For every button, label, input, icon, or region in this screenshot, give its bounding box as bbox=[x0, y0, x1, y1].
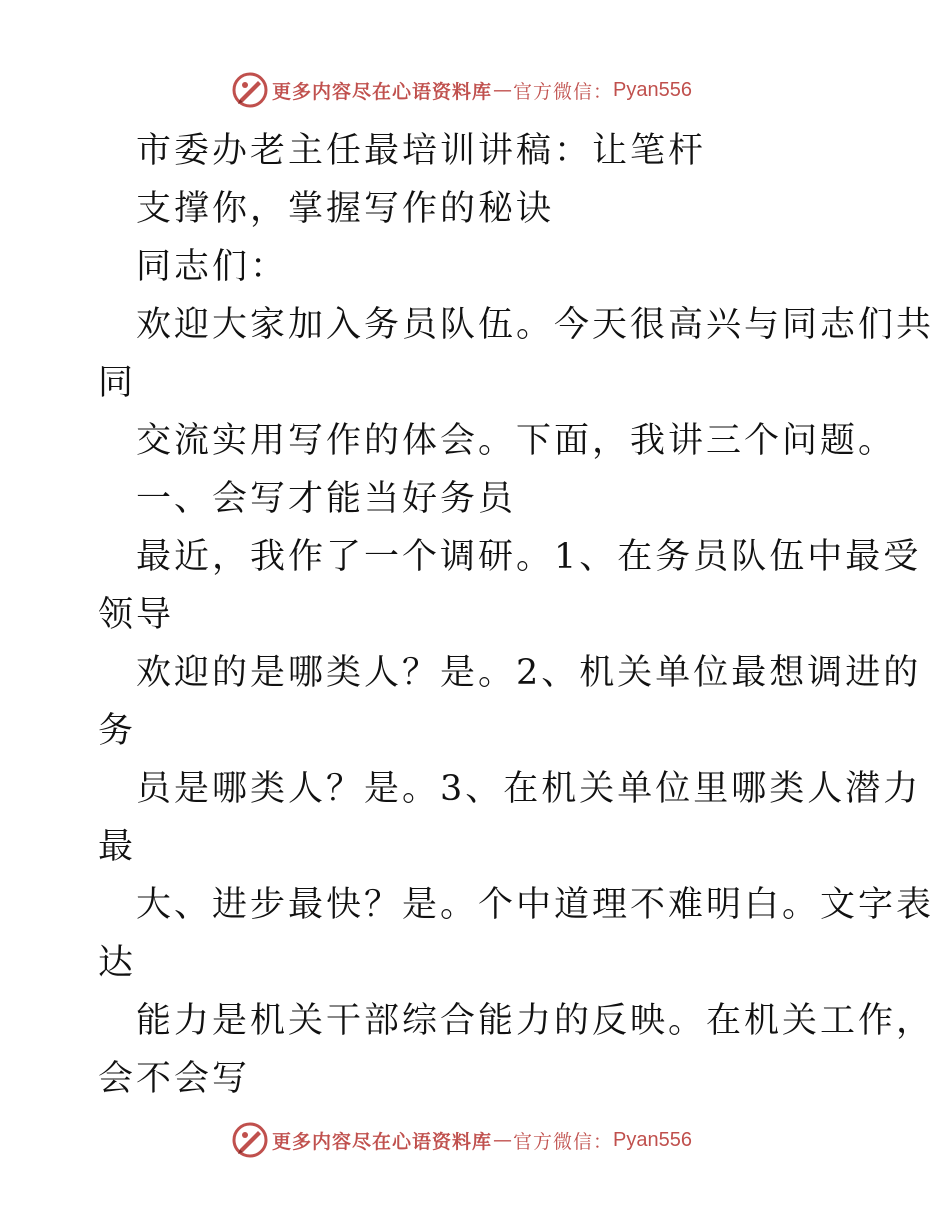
text-line: 能力是机关干部综合能力的反映。在机关工作， bbox=[136, 1001, 935, 1041]
text-line: 最 bbox=[98, 827, 137, 867]
text-line: 支撑你，掌握写作的秘诀 bbox=[136, 189, 555, 229]
watermark-dash: — bbox=[493, 1129, 513, 1151]
watermark-label: 官方微信： bbox=[513, 1130, 614, 1153]
pen-logo-icon bbox=[232, 72, 268, 108]
text-line: 达 bbox=[98, 943, 137, 983]
pen-logo-icon bbox=[232, 1122, 268, 1158]
watermark-brand-text: 更多内容尽在心语资料库 bbox=[272, 80, 493, 103]
text-line: 会不会写 bbox=[98, 1059, 251, 1099]
watermark-label: 官方微信： bbox=[513, 80, 614, 103]
text-line: 同 bbox=[98, 363, 137, 403]
watermark-footer bbox=[232, 1120, 692, 1160]
watermark-dash: — bbox=[493, 79, 513, 101]
text-line: 最近，我作了一个调研。1、在务员队伍中最受 bbox=[136, 537, 922, 577]
text-line: 大、进步最快？是。个中道理不难明白。文字表 bbox=[136, 885, 935, 925]
text-line: 市委办老主任最培训讲稿：让笔杆 bbox=[136, 131, 707, 171]
text-line: 欢迎大家加入务员队伍。今天很高兴与同志们共 bbox=[136, 305, 935, 345]
text-line: 领导 bbox=[98, 595, 175, 635]
text-line: 同志们： bbox=[136, 247, 289, 287]
watermark-brand-text: 更多内容尽在心语资料库 bbox=[272, 1130, 493, 1153]
text-line: 务 bbox=[98, 711, 137, 751]
document-body bbox=[98, 122, 935, 1108]
text-line: 一、会写才能当好务员 bbox=[136, 479, 517, 519]
watermark-header bbox=[232, 70, 692, 110]
watermark-wechat-id: Pyan556 bbox=[613, 1128, 692, 1151]
text-line: 欢迎的是哪类人？是。2、机关单位最想调进的 bbox=[136, 653, 922, 693]
text-line: 员是哪类人？是。3、在机关单位里哪类人潜力 bbox=[136, 769, 922, 809]
text-line: 交流实用写作的体会。下面，我讲三个问题。 bbox=[136, 421, 897, 461]
watermark-wechat-id: Pyan556 bbox=[613, 78, 692, 101]
